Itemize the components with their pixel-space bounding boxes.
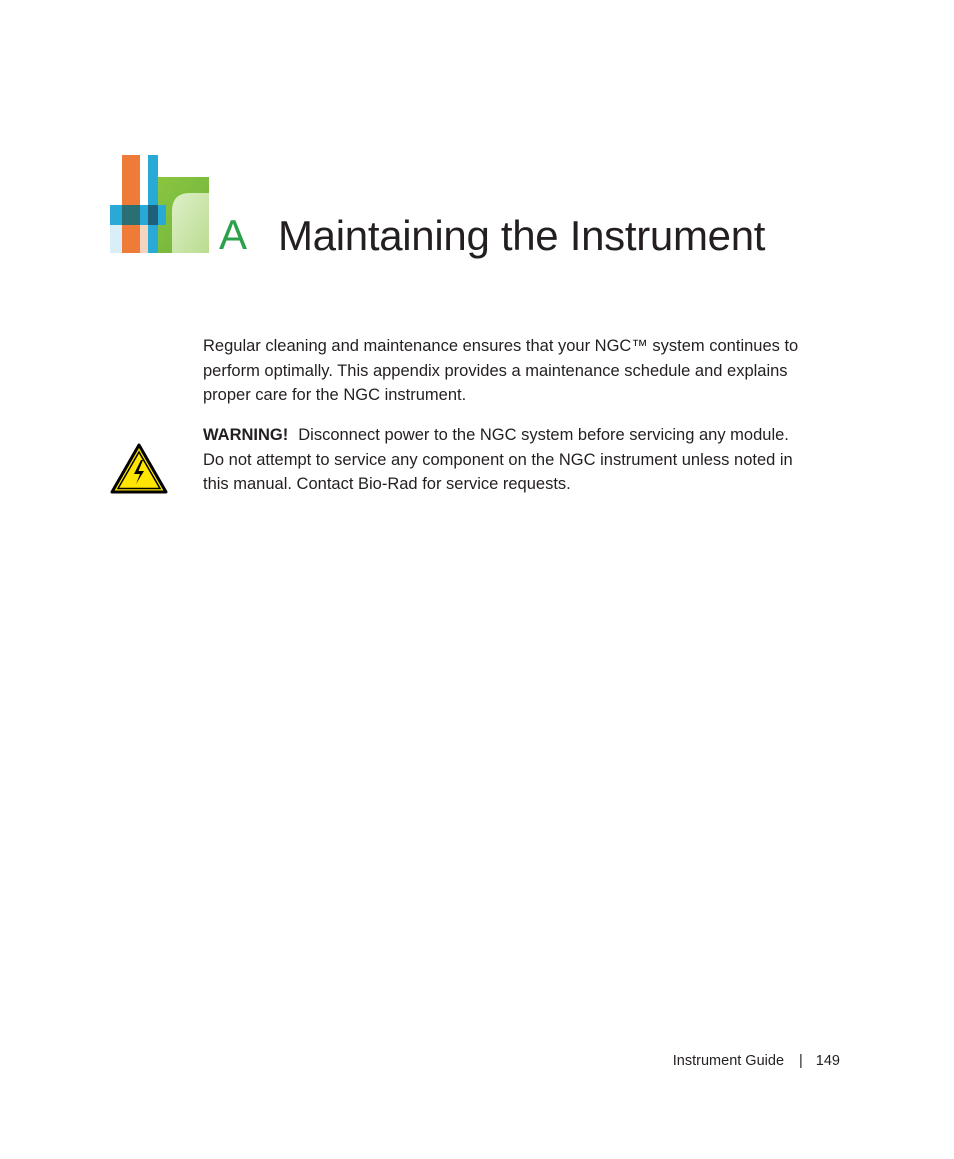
warning-label: WARNING! bbox=[203, 426, 289, 444]
chapter-logo-icon bbox=[110, 155, 209, 253]
page-footer bbox=[673, 1052, 840, 1070]
electrical-hazard-icon bbox=[110, 443, 168, 494]
warning-message bbox=[203, 423, 803, 497]
footer-separator: | bbox=[799, 1053, 803, 1069]
page-title: Maintaining the Instrument bbox=[278, 212, 766, 259]
page-number: 149 bbox=[815, 1053, 840, 1069]
warning-body: Disconnect power to the NGC system before servicing any module. Do not attempt to service any component on the NGC instrument unless noted in this manual. Contact Bio-Rad for service requests. bbox=[203, 426, 793, 493]
intro-paragraph: Regular cleaning and maintenance ensures that your NGC™ system continues to perform optimally. This appendix provides a maintenance schedule and explains proper care for the NGC instrument. bbox=[203, 337, 799, 404]
chapter-letter: A bbox=[219, 211, 248, 258]
footer-guide-name: Instrument Guide bbox=[672, 1053, 785, 1069]
